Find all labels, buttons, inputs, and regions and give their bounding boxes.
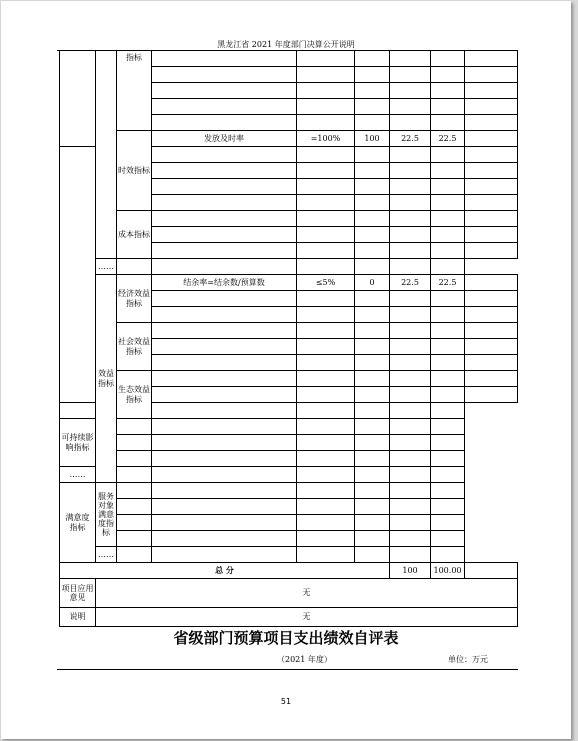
economic-score: 22.5	[431, 275, 465, 291]
indicator-cell	[152, 291, 297, 307]
indicator-cell	[152, 179, 297, 195]
application-opinion-label: 项目应用意见	[60, 579, 96, 608]
section-unit: 单位：万元	[448, 655, 488, 664]
timeliness-actual: 100	[355, 131, 390, 147]
explanation-value: 无	[96, 608, 518, 627]
section-title: 省级部门预算项目支出绩效自评表	[173, 629, 399, 647]
indicator-cell	[117, 499, 152, 515]
indicator-cell	[117, 515, 152, 531]
indicator-cell	[117, 435, 152, 451]
indicator-cell	[152, 51, 297, 67]
economic-indicator-name: 结余率=结余数/预算数	[152, 275, 297, 291]
indicator-cell	[152, 67, 297, 83]
timeliness-weight: 22.5	[390, 131, 431, 147]
page-number: 51	[280, 697, 292, 706]
timeliness-target: =100%	[297, 131, 355, 147]
ellipsis-cell: ……	[96, 547, 117, 563]
indicator-cell	[152, 387, 297, 403]
page-header: 黑龙江省 2021 年度部门决算公开说明	[217, 40, 355, 49]
indicator-cell	[152, 83, 297, 99]
output-group-cell	[96, 51, 117, 259]
indicator-cell	[152, 99, 297, 115]
social-indicator-label: 社会效益指标	[117, 323, 152, 371]
ellipsis-cell: ……	[96, 259, 117, 275]
explanation-label: 说明	[60, 608, 96, 627]
indicator-cell	[117, 531, 152, 547]
indicator-cell	[152, 371, 297, 387]
indicator-cell	[152, 307, 297, 323]
timeliness-indicator-name: 发放及时率	[152, 131, 297, 147]
economic-indicator-label: 经济效益指标	[117, 275, 152, 323]
economic-weight: 22.5	[390, 275, 431, 291]
benefit-group-label: 效益指标	[96, 275, 117, 483]
indicator-cell	[117, 483, 152, 499]
performance-table	[59, 50, 518, 627]
cost-indicator-label: 成本指标	[117, 211, 152, 259]
ellipsis-cell: ……	[60, 467, 96, 483]
indicator-cell	[152, 227, 297, 243]
total-label: 总 分	[60, 563, 390, 579]
output-indicator-label: 指标	[117, 51, 152, 131]
indicator-cell	[152, 211, 297, 227]
indicator-cell	[152, 163, 297, 179]
timeliness-score: 22.5	[431, 131, 465, 147]
document-page	[1, 1, 571, 739]
sustainable-indicator-label: 可持续影响指标	[60, 419, 96, 467]
satisfaction-group-label: 满意度指标	[60, 483, 96, 563]
indicator-cell	[152, 115, 297, 131]
economic-actual: 0	[355, 275, 390, 291]
section-rule	[57, 669, 518, 670]
economic-target: ≤5%	[297, 275, 355, 291]
indicator-cell	[117, 419, 152, 435]
total-weight: 100	[390, 563, 431, 579]
first-level-cell-benefit	[60, 147, 96, 403]
indicator-cell	[152, 147, 297, 163]
indicator-cell	[152, 243, 297, 259]
indicator-cell	[152, 195, 297, 211]
application-opinion-value: 无	[96, 579, 518, 608]
first-level-cell	[60, 51, 96, 147]
section-year: （2021 年度）	[277, 655, 332, 664]
ecological-indicator-label: 生态效益指标	[117, 371, 152, 419]
indicator-cell	[60, 403, 96, 419]
indicator-cell	[117, 451, 152, 467]
indicator-cell	[152, 355, 297, 371]
indicator-cell	[152, 339, 297, 355]
service-object-satisfaction-label: 服务对象满意度指标	[96, 483, 117, 547]
indicator-cell	[152, 323, 297, 339]
total-score: 100.00	[431, 563, 465, 579]
timeliness-indicator-label: 时效指标	[117, 131, 152, 211]
